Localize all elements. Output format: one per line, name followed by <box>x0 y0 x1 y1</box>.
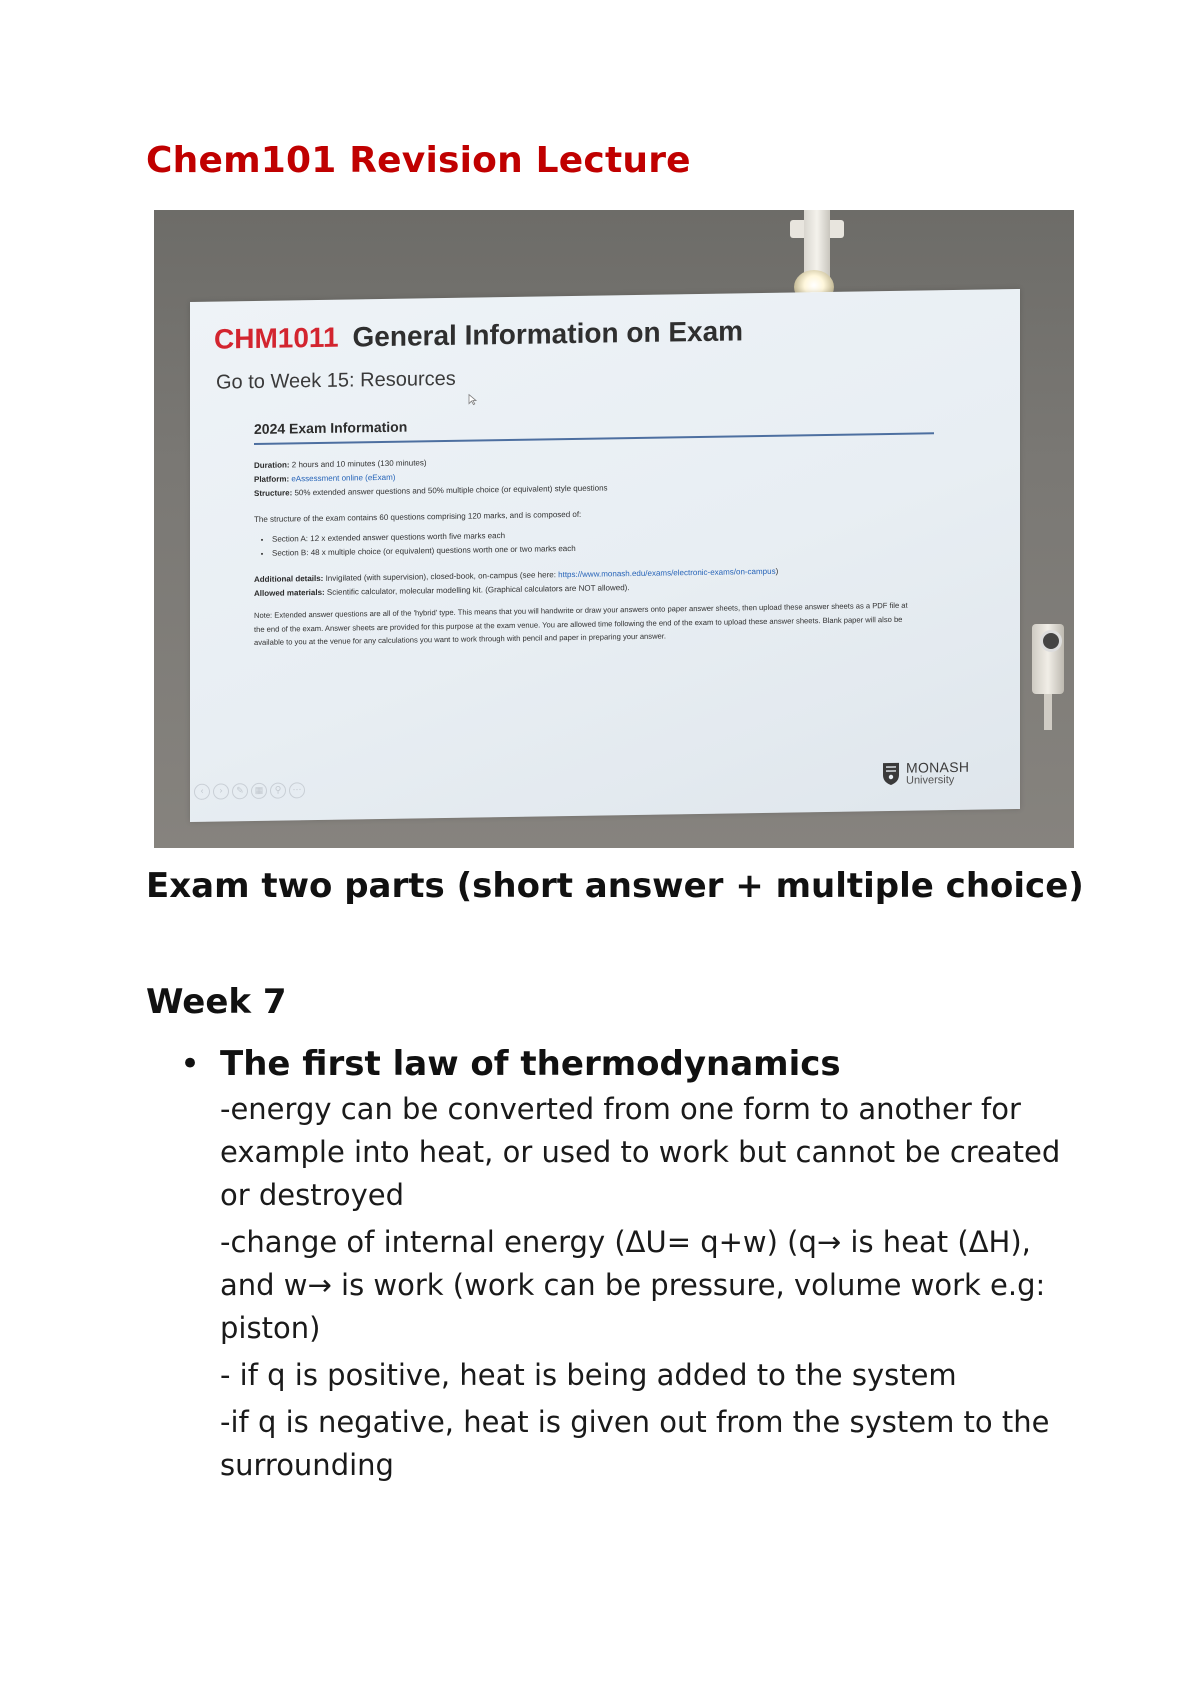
additional-label: Additional details: <box>254 573 324 584</box>
slide-course-code: CHM1011 <box>214 321 339 355</box>
note-line-q-positive: - if q is positive, heat is being added to the system <box>220 1358 957 1392</box>
platform-link[interactable]: eAssessment online (eExam) <box>291 472 396 484</box>
previous-slide-icon[interactable]: ‹ <box>194 784 210 800</box>
duration-label: Duration: <box>254 460 290 470</box>
structure-label: Structure: <box>254 488 293 498</box>
zoom-icon[interactable]: ⚲ <box>270 782 286 798</box>
cursor-icon <box>468 393 478 405</box>
pen-icon[interactable]: ✎ <box>232 783 248 799</box>
topic-title: The first law of thermodynamics <box>220 1044 841 1084</box>
additional-close: ) <box>775 566 779 576</box>
presentation-controls <box>194 782 305 800</box>
topic-notes <box>220 1088 1076 1487</box>
wall-sensor-lens <box>1040 630 1062 652</box>
additional-value: Invigilated (with supervision), closed-book, on-campus (see here: <box>325 570 559 583</box>
section-list <box>272 522 934 560</box>
exam-info-panel <box>254 410 934 649</box>
note-line-q-negative: -if q is negative, heat is given out from the system to the surrounding <box>220 1405 1050 1482</box>
materials-value: Scientific calculator, molecular modelling kit. (Graphical calculators are NOT allowed). <box>326 583 630 597</box>
topic-block <box>146 1040 1076 1491</box>
week-heading: Week 7 <box>146 982 287 1022</box>
wall-sensor-stem <box>1044 694 1052 730</box>
slide-subtitle: Go to Week 15: Resources <box>216 367 456 394</box>
exam-note: Note: Extended answer questions are all of the 'hybrid' type. This means that you will handwrite or draw your answers onto paper answer sheets, then upload these answer sheets as a PDF file at the end of the exam. Answer sheets are provided for this purpose at the exam venue. You are allowed time following the end of the exam to upload these answer sheets. Blank paper will also be available to you at the venue for any calculations you want to work through with pencil and paper in preparing your answer. <box>254 600 908 647</box>
slide-heading <box>214 315 743 355</box>
next-slide-icon[interactable]: › <box>213 783 229 799</box>
on-campus-link[interactable]: https://www.monash.edu/exams/electronic-exams/on-campus <box>558 566 776 580</box>
structure-paragraph: The structure of the exam contains 60 questions comprising 120 marks, and is composed of: <box>254 509 582 524</box>
slide-heading-text: General Information on Exam <box>352 315 744 353</box>
bullet-icon: • <box>180 1044 201 1084</box>
note-line-energy: -energy can be converted from one form to another for example into heat, or used to work but cannot be created or destroyed <box>220 1092 1061 1212</box>
more-options-icon[interactable]: ⋯ <box>289 782 305 798</box>
slides-grid-icon[interactable]: ▦ <box>251 783 267 799</box>
section-item-a: • Section A: 12 x extended answer questions worth five marks each <box>272 522 934 546</box>
document-title: Chem101 Revision Lecture <box>146 140 691 181</box>
monash-crest-icon <box>882 762 900 786</box>
monash-logo <box>882 760 969 787</box>
exam-parts-heading: Exam two parts (short answer + multiple choice) <box>146 866 1084 906</box>
monash-name: MONASH <box>906 758 970 776</box>
projected-slide <box>190 289 1020 822</box>
monash-sub: University <box>906 773 955 787</box>
structure-value: 50% extended answer questions and 50% multiple choice (or equivalent) style questions <box>294 483 608 498</box>
platform-label: Platform: <box>254 474 290 484</box>
topic-list-item <box>146 1040 1076 1088</box>
monash-wordmark <box>906 760 969 787</box>
panel-title: 2024 Exam Information <box>254 418 408 437</box>
duration-value: 2 hours and 10 minutes (130 minutes) <box>291 458 427 470</box>
materials-label: Allowed materials: <box>254 587 325 598</box>
lecture-slide-photo <box>154 210 1074 848</box>
section-item-b: • Section B: 48 x multiple choice (or equivalent) questions worth one or two marks each <box>272 536 934 560</box>
note-line-internal-energy: -change of internal energy (ΔU= q+w) (q→ is heat (ΔH), and w→ is work (work can be pressure, volume work e.g: piston) <box>220 1225 1046 1345</box>
